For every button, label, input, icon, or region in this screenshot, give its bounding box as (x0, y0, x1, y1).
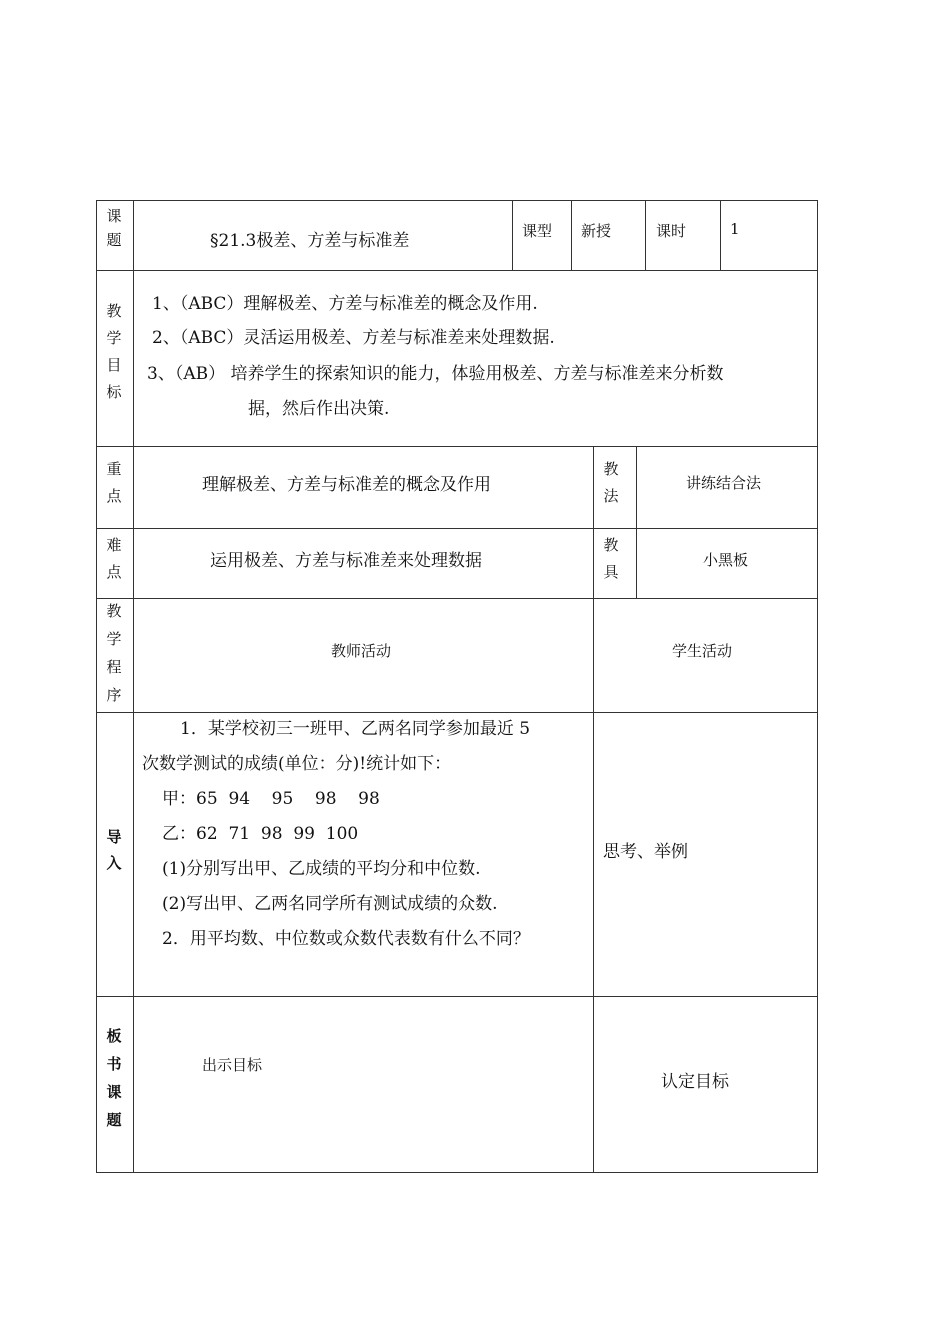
row-label-difficulty: 难 点 (106, 536, 122, 581)
difficulty-content: 运用极差、方差与标准差来处理数据 (210, 551, 482, 571)
row-label-goals: 教 学 目 标 (106, 302, 122, 401)
intro-line-2: 次数学测试的成绩(单位：分)!统计如下： (142, 754, 452, 774)
lesson-title: §21.3极差、方差与标准差 (210, 231, 410, 251)
row-label-key-point: 重 点 (106, 460, 122, 505)
intro-line-5: (1)分别写出甲、乙成绩的平均分和中位数. (162, 859, 481, 879)
goal-item-3: 3、（AB） 培养学生的探索知识的能力，体验用极差、方差与标准差来分析数 (147, 364, 724, 384)
intro-student-activity: 思考、举例 (603, 842, 688, 862)
lesson-period-label: 课时 (656, 222, 687, 240)
intro-line-6: (2)写出甲、乙两名同学所有测试成绩的众数. (162, 894, 498, 914)
key-point-content: 理解极差、方差与标准差的概念及作用 (202, 475, 491, 495)
goal-item-1: 1、（ABC）理解极差、方差与标准差的概念及作用. (152, 294, 538, 314)
row-label-board: 板 书 课 题 (106, 1027, 122, 1129)
intro-line-1: 1．某学校初三一班甲、乙两名同学参加最近 5 (180, 719, 531, 739)
intro-line-4: 乙：62 71 98 99 100 (162, 824, 359, 844)
student-activity-header: 学生活动 (672, 642, 733, 660)
teaching-method-value: 讲练结合法 (686, 474, 762, 492)
board-teacher-activity: 出示目标 (202, 1056, 263, 1074)
goal-item-2: 2、（ABC）灵活运用极差、方差与标准差来处理数据. (152, 328, 555, 348)
teaching-method-label: 教 法 (603, 460, 619, 505)
intro-line-3: 甲：65 94 95 98 98 (162, 789, 380, 809)
row-label-topic: 课 题 (106, 207, 122, 249)
intro-line-7: 2．用平均数、中位数或众数代表数有什么不同？ (162, 929, 530, 949)
row-label-procedure: 教 学 程 序 (106, 602, 122, 704)
lesson-type-label: 课型 (522, 222, 553, 240)
teaching-tools-label: 教 具 (603, 536, 619, 581)
teaching-tools-value: 小黑板 (703, 551, 749, 569)
board-student-activity: 认定目标 (661, 1072, 729, 1092)
goal-item-3-continued: 据，然后作出决策. (248, 399, 390, 419)
row-label-intro: 导 入 (106, 828, 122, 872)
lesson-period-value: 1 (730, 220, 740, 238)
lesson-type-value: 新授 (581, 222, 612, 240)
teacher-activity-header: 教师活动 (331, 642, 392, 660)
